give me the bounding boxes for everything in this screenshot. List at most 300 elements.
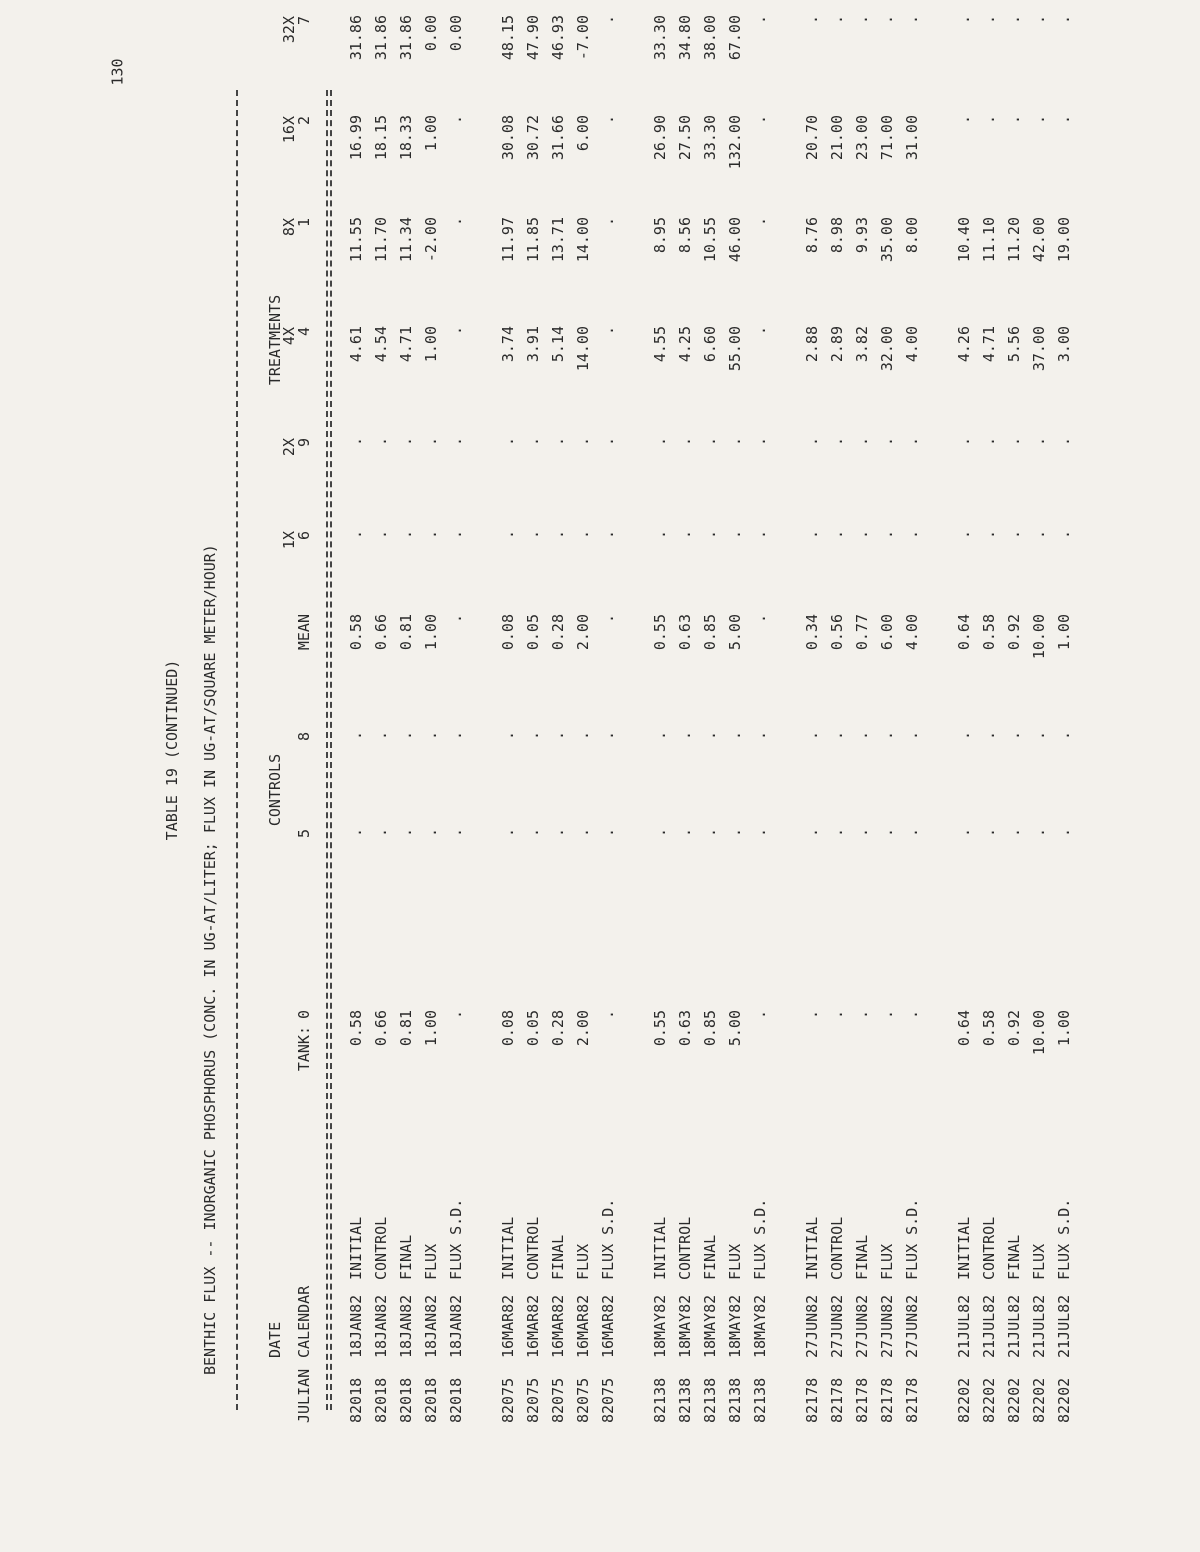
cell-label: CONTROL — [524, 1216, 542, 1280]
cell-tank-8: . — [574, 731, 592, 741]
cell-8x: . — [447, 217, 465, 227]
cell-1x: . — [1055, 530, 1073, 540]
cell-32x: . — [803, 15, 821, 25]
table-row — [372, 15, 390, 1450]
cell-tank-8: . — [955, 731, 973, 741]
table-row — [701, 15, 719, 1450]
table-row — [726, 15, 744, 1450]
cell-16x: 31.00 — [903, 115, 921, 161]
cell-tank-8: . — [853, 731, 871, 741]
table-row — [347, 15, 365, 1450]
cell-tank-0: . — [878, 1010, 896, 1020]
cell-32x: . — [1005, 15, 1023, 25]
cell-tank-0: 0.28 — [549, 1010, 567, 1047]
table-row — [1005, 15, 1023, 1450]
cell-32x: . — [955, 15, 973, 25]
cell-2x: . — [1005, 437, 1023, 447]
cell-1x: . — [878, 530, 896, 540]
cell-32x: 67.00 — [726, 15, 744, 61]
table-row — [803, 15, 821, 1450]
header-16x-a: 16X — [280, 116, 298, 144]
cell-julian: 82178 — [803, 1377, 821, 1423]
cell-mean: 1.00 — [1055, 614, 1073, 651]
cell-tank-0: 2.00 — [574, 1010, 592, 1047]
cell-2x: . — [701, 437, 719, 447]
cell-mean: 0.92 — [1005, 614, 1023, 651]
cell-tank-8: . — [372, 731, 390, 741]
cell-tank-5: . — [397, 828, 415, 838]
cell-label: FLUX S.D. — [599, 1198, 617, 1280]
cell-2x: . — [599, 437, 617, 447]
cell-16x: . — [751, 115, 769, 125]
cell-16x: . — [955, 115, 973, 125]
cell-32x: 33.30 — [651, 15, 669, 61]
cell-8x: 42.00 — [1030, 217, 1048, 263]
cell-tank-8: . — [651, 731, 669, 741]
cell-32x: . — [1030, 15, 1048, 25]
cell-calendar: 18JAN82 — [447, 1294, 465, 1358]
cell-2x: . — [447, 437, 465, 447]
cell-tank-0: . — [751, 1010, 769, 1020]
cell-16x: 31.66 — [549, 115, 567, 161]
header-calendar: CALENDAR — [295, 1285, 313, 1358]
cell-label: FLUX S.D. — [447, 1198, 465, 1280]
cell-tank-0: . — [903, 1010, 921, 1020]
cell-8x: 11.97 — [499, 217, 517, 263]
cell-2x: . — [828, 437, 846, 447]
cell-label: CONTROL — [676, 1216, 694, 1280]
cell-calendar: 18MAY82 — [651, 1294, 669, 1358]
cell-calendar: 27JUN82 — [828, 1294, 846, 1358]
cell-1x: . — [676, 530, 694, 540]
cell-label: FLUX — [1030, 1243, 1048, 1280]
header-4x-a: 4X — [280, 327, 298, 346]
cell-2x: . — [499, 437, 517, 447]
cell-8x: 14.00 — [574, 217, 592, 263]
cell-tank-0: . — [447, 1010, 465, 1020]
table-row — [499, 15, 517, 1450]
cell-mean: 0.56 — [828, 614, 846, 651]
cell-32x: 31.86 — [397, 15, 415, 61]
cell-calendar: 16MAR82 — [599, 1294, 617, 1358]
cell-mean: 10.00 — [1030, 614, 1048, 660]
cell-32x: . — [878, 15, 896, 25]
cell-16x: . — [1030, 115, 1048, 125]
cell-8x: 11.34 — [397, 217, 415, 263]
cell-16x: 132.00 — [726, 115, 744, 170]
header-2x-b: 9 — [295, 438, 313, 448]
cell-8x: 11.20 — [1005, 217, 1023, 263]
cell-2x: . — [903, 437, 921, 447]
cell-16x: . — [1005, 115, 1023, 125]
cell-8x: 10.55 — [701, 217, 719, 263]
cell-tank-8: . — [726, 731, 744, 741]
cell-calendar: 18MAY82 — [676, 1294, 694, 1358]
cell-16x: 33.30 — [701, 115, 719, 161]
cell-mean: 0.55 — [651, 614, 669, 651]
cell-4x: 4.26 — [955, 326, 973, 363]
table-title: TABLE 19 (CONTINUED) — [163, 659, 181, 841]
cell-mean: 2.00 — [574, 614, 592, 651]
header-col-mean: MEAN — [295, 614, 313, 651]
cell-tank-0: . — [803, 1010, 821, 1020]
cell-label: FLUX S.D. — [751, 1198, 769, 1280]
cell-4x: 2.89 — [828, 326, 846, 363]
cell-4x: 6.60 — [701, 326, 719, 363]
cell-1x: . — [499, 530, 517, 540]
cell-tank-5: . — [549, 828, 567, 838]
cell-4x: 4.61 — [347, 326, 365, 363]
cell-julian: 82075 — [524, 1377, 542, 1423]
cell-tank-5: . — [422, 828, 440, 838]
cell-2x: . — [803, 437, 821, 447]
cell-2x: . — [878, 437, 896, 447]
rotated-table — [150, 15, 1150, 1450]
cell-4x: 14.00 — [574, 326, 592, 372]
cell-1x: . — [422, 530, 440, 540]
cell-2x: . — [980, 437, 998, 447]
rule-top — [236, 90, 238, 1410]
cell-16x: 23.00 — [853, 115, 871, 161]
cell-8x: 19.00 — [1055, 217, 1073, 263]
cell-julian: 82075 — [549, 1377, 567, 1423]
cell-julian: 82178 — [878, 1377, 896, 1423]
cell-32x: 38.00 — [701, 15, 719, 61]
cell-tank-0: 0.64 — [955, 1010, 973, 1047]
cell-2x: . — [1055, 437, 1073, 447]
cell-mean: 1.00 — [422, 614, 440, 651]
cell-julian: 82178 — [853, 1377, 871, 1423]
cell-mean: . — [599, 614, 617, 624]
cell-mean: 4.00 — [903, 614, 921, 651]
table-row — [422, 15, 440, 1450]
cell-8x: 8.56 — [676, 217, 694, 254]
cell-4x: . — [751, 326, 769, 336]
header-date: DATE — [266, 1321, 284, 1358]
header-8x-b: 1 — [295, 218, 313, 228]
cell-8x: 11.70 — [372, 217, 390, 263]
cell-julian: 82138 — [676, 1377, 694, 1423]
cell-julian: 82138 — [651, 1377, 669, 1423]
cell-2x: . — [751, 437, 769, 447]
cell-tank-5: . — [447, 828, 465, 838]
header-col-8: 8 — [295, 732, 313, 742]
cell-2x: . — [524, 437, 542, 447]
table-row — [1055, 15, 1073, 1450]
cell-8x: . — [599, 217, 617, 227]
cell-julian: 82018 — [347, 1377, 365, 1423]
cell-mean: 0.05 — [524, 614, 542, 651]
header-4x-b: 4 — [295, 327, 313, 337]
cell-4x: 5.56 — [1005, 326, 1023, 363]
cell-julian: 82075 — [574, 1377, 592, 1423]
cell-tank-0: 0.92 — [1005, 1010, 1023, 1047]
cell-16x: . — [447, 115, 465, 125]
cell-calendar: 21JUL82 — [955, 1294, 973, 1358]
cell-calendar: 27JUN82 — [878, 1294, 896, 1358]
cell-julian: 82202 — [955, 1377, 973, 1423]
cell-tank-5: . — [524, 828, 542, 838]
cell-8x: . — [751, 217, 769, 227]
cell-1x: . — [903, 530, 921, 540]
cell-label: FINAL — [1005, 1234, 1023, 1280]
cell-8x: 8.00 — [903, 217, 921, 254]
cell-calendar: 16MAR82 — [574, 1294, 592, 1358]
cell-32x: . — [1055, 15, 1073, 25]
cell-32x: 34.80 — [676, 15, 694, 61]
cell-tank-5: . — [903, 828, 921, 838]
cell-1x: . — [1005, 530, 1023, 540]
cell-16x: . — [980, 115, 998, 125]
cell-julian: 82138 — [701, 1377, 719, 1423]
cell-1x: . — [955, 530, 973, 540]
cell-julian: 82202 — [1005, 1377, 1023, 1423]
rule-mid-1 — [326, 90, 328, 1410]
cell-mean: 0.81 — [397, 614, 415, 651]
rule-mid-2 — [330, 90, 332, 1410]
cell-label: FLUX — [726, 1243, 744, 1280]
cell-8x: 11.85 — [524, 217, 542, 263]
table-subtitle: BENTHIC FLUX -- INORGANIC PHOSPHORUS (CONC. IN UG-AT/LITER; FLUX IN UG-AT/SQUARE METER/HOUR) — [201, 544, 219, 1375]
table-row — [751, 15, 769, 1450]
cell-tank-5: . — [347, 828, 365, 838]
cell-32x: 31.86 — [372, 15, 390, 61]
cell-4x: 4.55 — [651, 326, 669, 363]
cell-julian: 82075 — [499, 1377, 517, 1423]
cell-tank-8: . — [397, 731, 415, 741]
cell-mean: . — [447, 614, 465, 624]
cell-calendar: 16MAR82 — [499, 1294, 517, 1358]
cell-tank-8: . — [1030, 731, 1048, 741]
cell-16x: 16.99 — [347, 115, 365, 161]
cell-julian: 82018 — [397, 1377, 415, 1423]
cell-8x: 46.00 — [726, 217, 744, 263]
cell-4x: 3.91 — [524, 326, 542, 363]
cell-julian: 82178 — [828, 1377, 846, 1423]
cell-2x: . — [726, 437, 744, 447]
cell-4x: 4.00 — [903, 326, 921, 363]
cell-1x: . — [701, 530, 719, 540]
cell-calendar: 18MAY82 — [751, 1294, 769, 1358]
cell-tank-0: 10.00 — [1030, 1010, 1048, 1056]
cell-tank-0: . — [599, 1010, 617, 1020]
cell-1x: . — [397, 530, 415, 540]
cell-32x: . — [980, 15, 998, 25]
header-1x-a: 1X — [280, 531, 298, 550]
cell-16x: 18.15 — [372, 115, 390, 161]
cell-1x: . — [372, 530, 390, 540]
cell-calendar: 18JAN82 — [422, 1294, 440, 1358]
cell-tank-5: . — [726, 828, 744, 838]
cell-tank-8: . — [499, 731, 517, 741]
cell-tank-5: . — [955, 828, 973, 838]
cell-2x: . — [397, 437, 415, 447]
table-row — [599, 15, 617, 1450]
cell-32x: 0.00 — [422, 15, 440, 52]
cell-16x: 27.50 — [676, 115, 694, 161]
cell-8x: 8.98 — [828, 217, 846, 254]
table-row — [1030, 15, 1048, 1450]
cell-tank-0: . — [853, 1010, 871, 1020]
cell-label: CONTROL — [980, 1216, 998, 1280]
cell-2x: . — [549, 437, 567, 447]
cell-4x: 37.00 — [1030, 326, 1048, 372]
cell-2x: . — [651, 437, 669, 447]
cell-mean: 6.00 — [878, 614, 896, 651]
cell-1x: . — [726, 530, 744, 540]
cell-julian: 82018 — [447, 1377, 465, 1423]
table-row — [828, 15, 846, 1450]
cell-2x: . — [1030, 437, 1048, 447]
cell-8x: -2.00 — [422, 217, 440, 263]
cell-label: CONTROL — [828, 1216, 846, 1280]
cell-label: FLUX — [422, 1243, 440, 1280]
cell-tank-8: . — [980, 731, 998, 741]
cell-calendar: 18MAY82 — [701, 1294, 719, 1358]
cell-tank-0: 5.00 — [726, 1010, 744, 1047]
header-tank: TANK: — [295, 1026, 313, 1072]
cell-julian: 82018 — [422, 1377, 440, 1423]
cell-julian: 82202 — [980, 1377, 998, 1423]
table-row — [397, 15, 415, 1450]
cell-label: FLUX S.D. — [903, 1198, 921, 1280]
cell-1x: . — [524, 530, 542, 540]
cell-label: INITIAL — [803, 1216, 821, 1280]
cell-2x: . — [372, 437, 390, 447]
cell-1x: . — [599, 530, 617, 540]
cell-tank-8: . — [447, 731, 465, 741]
cell-julian: 82138 — [726, 1377, 744, 1423]
cell-tank-5: . — [878, 828, 896, 838]
cell-2x: . — [955, 437, 973, 447]
cell-tank-5: . — [1005, 828, 1023, 838]
cell-8x: 11.10 — [980, 217, 998, 263]
cell-calendar: 18JAN82 — [347, 1294, 365, 1358]
cell-32x: 46.93 — [549, 15, 567, 61]
cell-mean: 0.63 — [676, 614, 694, 651]
header-julian: JULIAN — [295, 1368, 313, 1423]
cell-4x: 5.14 — [549, 326, 567, 363]
cell-1x: . — [447, 530, 465, 540]
table-row — [853, 15, 871, 1450]
cell-label: FINAL — [701, 1234, 719, 1280]
cell-tank-8: . — [1005, 731, 1023, 741]
header-controls: CONTROLS — [266, 753, 284, 827]
cell-tank-5: . — [599, 828, 617, 838]
cell-tank-0: 0.05 — [524, 1010, 542, 1047]
cell-julian: 82178 — [903, 1377, 921, 1423]
cell-1x: . — [853, 530, 871, 540]
table-row — [980, 15, 998, 1450]
cell-4x: . — [599, 326, 617, 336]
cell-4x: 4.71 — [980, 326, 998, 363]
cell-label: FINAL — [397, 1234, 415, 1280]
table-row — [524, 15, 542, 1450]
header-col-0: 0 — [295, 1010, 313, 1020]
page-number: 130 — [109, 58, 127, 86]
cell-8x: 13.71 — [549, 217, 567, 263]
cell-1x: . — [980, 530, 998, 540]
cell-tank-8: . — [524, 731, 542, 741]
cell-32x: . — [853, 15, 871, 25]
cell-mean: 0.08 — [499, 614, 517, 651]
cell-mean: 0.66 — [372, 614, 390, 651]
table-row — [903, 15, 921, 1450]
cell-tank-0: 0.58 — [347, 1010, 365, 1047]
cell-label: FLUX — [878, 1243, 896, 1280]
cell-tank-5: . — [828, 828, 846, 838]
cell-32x: 0.00 — [447, 15, 465, 52]
cell-32x: -7.00 — [574, 15, 592, 61]
cell-tank-5: . — [1030, 828, 1048, 838]
header-8x-a: 8X — [280, 218, 298, 237]
cell-label: FLUX — [574, 1243, 592, 1280]
cell-label: INITIAL — [955, 1216, 973, 1280]
cell-4x: 4.25 — [676, 326, 694, 363]
cell-tank-8: . — [347, 731, 365, 741]
cell-tank-0: 0.58 — [980, 1010, 998, 1047]
cell-2x: . — [347, 437, 365, 447]
cell-mean: 0.85 — [701, 614, 719, 651]
cell-mean: 0.77 — [853, 614, 871, 651]
cell-tank-0: 0.55 — [651, 1010, 669, 1047]
cell-tank-8: . — [828, 731, 846, 741]
cell-label: FINAL — [549, 1234, 567, 1280]
cell-8x: 10.40 — [955, 217, 973, 263]
header-16x-b: 2 — [295, 116, 313, 126]
cell-32x: . — [903, 15, 921, 25]
cell-2x: . — [676, 437, 694, 447]
cell-16x: 26.90 — [651, 115, 669, 161]
cell-mean: 5.00 — [726, 614, 744, 651]
cell-1x: . — [347, 530, 365, 540]
cell-tank-5: . — [803, 828, 821, 838]
cell-calendar: 16MAR82 — [549, 1294, 567, 1358]
cell-1x: . — [651, 530, 669, 540]
table-row — [651, 15, 669, 1450]
cell-4x: 3.82 — [853, 326, 871, 363]
cell-calendar: 18JAN82 — [397, 1294, 415, 1358]
cell-8x: 9.93 — [853, 217, 871, 254]
cell-calendar: 18JAN82 — [372, 1294, 390, 1358]
cell-4x: 2.88 — [803, 326, 821, 363]
cell-8x: 8.76 — [803, 217, 821, 254]
cell-16x: 30.08 — [499, 115, 517, 161]
cell-4x: 32.00 — [878, 326, 896, 372]
cell-calendar: 27JUN82 — [903, 1294, 921, 1358]
table-row — [878, 15, 896, 1450]
cell-1x: . — [574, 530, 592, 540]
header-2x-a: 2X — [280, 438, 298, 457]
cell-mean: 0.28 — [549, 614, 567, 651]
cell-4x: 4.54 — [372, 326, 390, 363]
cell-tank-8: . — [803, 731, 821, 741]
cell-tank-8: . — [599, 731, 617, 741]
table-row — [574, 15, 592, 1450]
cell-4x: 3.00 — [1055, 326, 1073, 363]
cell-1x: . — [1030, 530, 1048, 540]
cell-tank-5: . — [676, 828, 694, 838]
cell-1x: . — [751, 530, 769, 540]
cell-tank-5: . — [1055, 828, 1073, 838]
cell-4x: 1.00 — [422, 326, 440, 363]
cell-calendar: 16MAR82 — [524, 1294, 542, 1358]
cell-calendar: 21JUL82 — [1055, 1294, 1073, 1358]
cell-label: FLUX S.D. — [1055, 1198, 1073, 1280]
cell-julian: 82075 — [599, 1377, 617, 1423]
cell-mean: 0.64 — [955, 614, 973, 651]
cell-16x: 1.00 — [422, 115, 440, 152]
